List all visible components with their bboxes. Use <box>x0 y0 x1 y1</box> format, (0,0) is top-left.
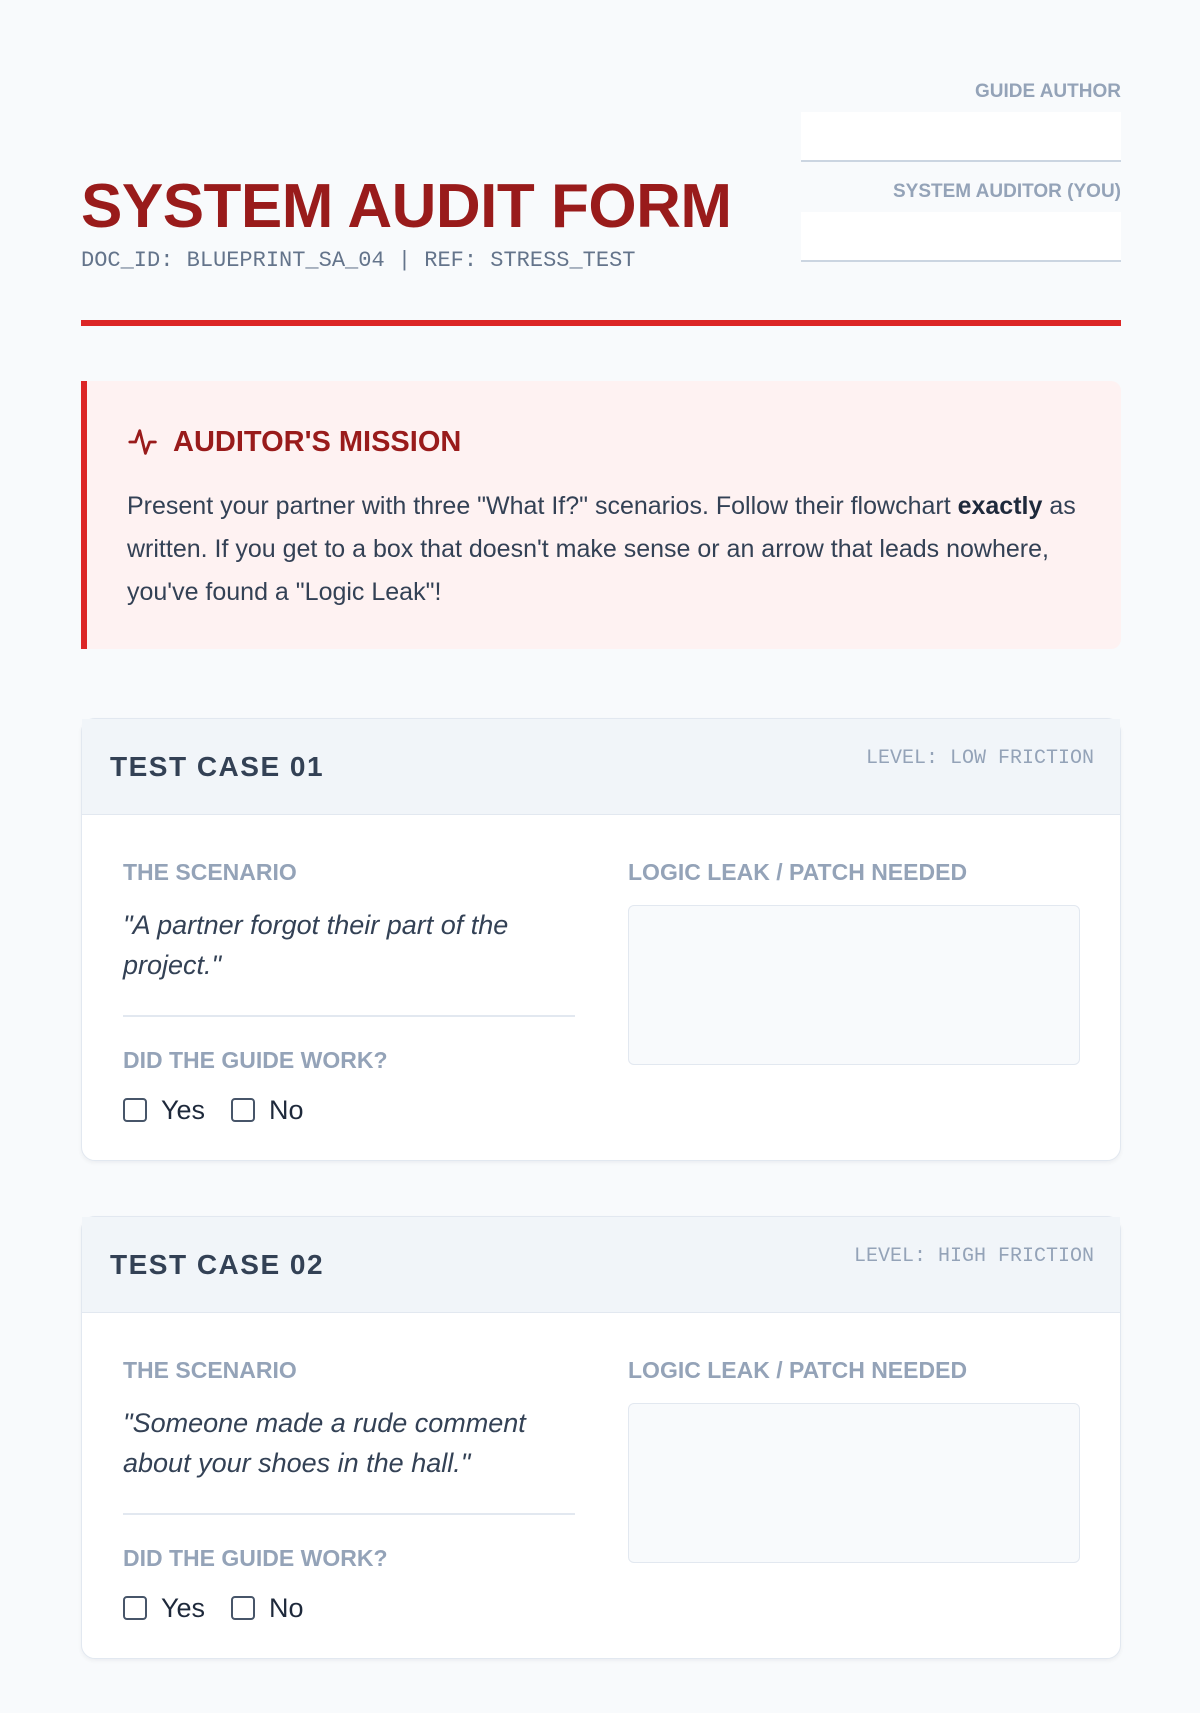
mission-text-end: as written. If you get to a box that doesn't make sense or an arrow that leads nowhere, you've found a "Logic Leak"! <box>127 492 1076 606</box>
logic-leak-input[interactable] <box>628 905 1080 1065</box>
guide-work-label: DID THE GUIDE WORK? <box>123 1544 388 1571</box>
test-case-body <box>82 1313 1120 1713</box>
form-header <box>81 78 1121 328</box>
activity-icon <box>127 425 161 459</box>
yes-option[interactable] <box>123 1593 205 1624</box>
scenario-column <box>123 1355 575 1624</box>
no-label: No <box>269 1592 304 1623</box>
mission-text-start: Present your partner with three "What If?" scenarios. Follow their flowchart <box>127 492 958 520</box>
logic-leak-label: LOGIC LEAK / PATCH NEEDED <box>628 859 968 885</box>
guide-author-label: GUIDE AUTHOR <box>974 81 1121 102</box>
yes-label: Yes <box>161 1094 206 1125</box>
guide-work-options <box>123 1593 575 1624</box>
scenario-divider <box>123 1513 575 1515</box>
test-case-title: TEST CASE 02 <box>110 1249 325 1280</box>
yes-option[interactable] <box>123 1095 205 1126</box>
document-id: DOC_ID: BLUEPRINT_SA_04 | REF: STRESS_TEST <box>81 248 636 273</box>
scenario-divider <box>123 1015 575 1017</box>
scenario-label: THE SCENARIO <box>123 1357 297 1383</box>
test-case-level: LEVEL: LOW FRICTION <box>865 747 1094 770</box>
scenario-text: "A partner forgot their part of the project." <box>123 910 509 980</box>
logic-leak-label: LOGIC LEAK / PATCH NEEDED <box>628 1357 968 1383</box>
scenario-label: THE SCENARIO <box>123 859 297 885</box>
no-checkbox[interactable] <box>231 1596 255 1620</box>
no-option[interactable] <box>231 1593 304 1624</box>
header-divider <box>81 320 1121 326</box>
test-case-title: TEST CASE 01 <box>110 751 325 782</box>
logic-leak-column <box>628 857 1080 1065</box>
guide-work-label: DID THE GUIDE WORK? <box>123 1046 388 1073</box>
system-auditor-label: SYSTEM AUDITOR (YOU) <box>892 181 1121 202</box>
mission-callout <box>81 381 1121 649</box>
test-case-level: LEVEL: HIGH FRICTION <box>853 1245 1094 1268</box>
system-auditor-field[interactable] <box>801 212 1121 262</box>
mission-text <box>127 485 1077 614</box>
signature-fields <box>801 78 1121 278</box>
test-case-card <box>81 718 1121 1161</box>
test-case-card <box>81 1216 1121 1659</box>
scenario-column <box>123 857 575 1126</box>
mission-heading <box>127 425 461 459</box>
guide-work-options <box>123 1095 575 1126</box>
test-case-body <box>82 815 1120 1215</box>
scenario-text: "Someone made a rude comment about your shoes in the hall." <box>123 1408 526 1478</box>
page-title: SYSTEM AUDIT FORM <box>81 172 732 241</box>
mission-title: AUDITOR'S MISSION <box>173 425 462 458</box>
yes-checkbox[interactable] <box>123 1098 147 1122</box>
yes-label: Yes <box>161 1592 206 1623</box>
yes-checkbox[interactable] <box>123 1596 147 1620</box>
mission-text-emphasis: exactly <box>957 492 1043 520</box>
logic-leak-input[interactable] <box>628 1403 1080 1563</box>
no-label: No <box>269 1094 304 1125</box>
test-case-header <box>82 719 1120 815</box>
guide-author-field[interactable] <box>801 112 1121 162</box>
no-checkbox[interactable] <box>231 1098 255 1122</box>
no-option[interactable] <box>231 1095 304 1126</box>
logic-leak-column <box>628 1355 1080 1563</box>
test-case-header <box>82 1217 1120 1313</box>
